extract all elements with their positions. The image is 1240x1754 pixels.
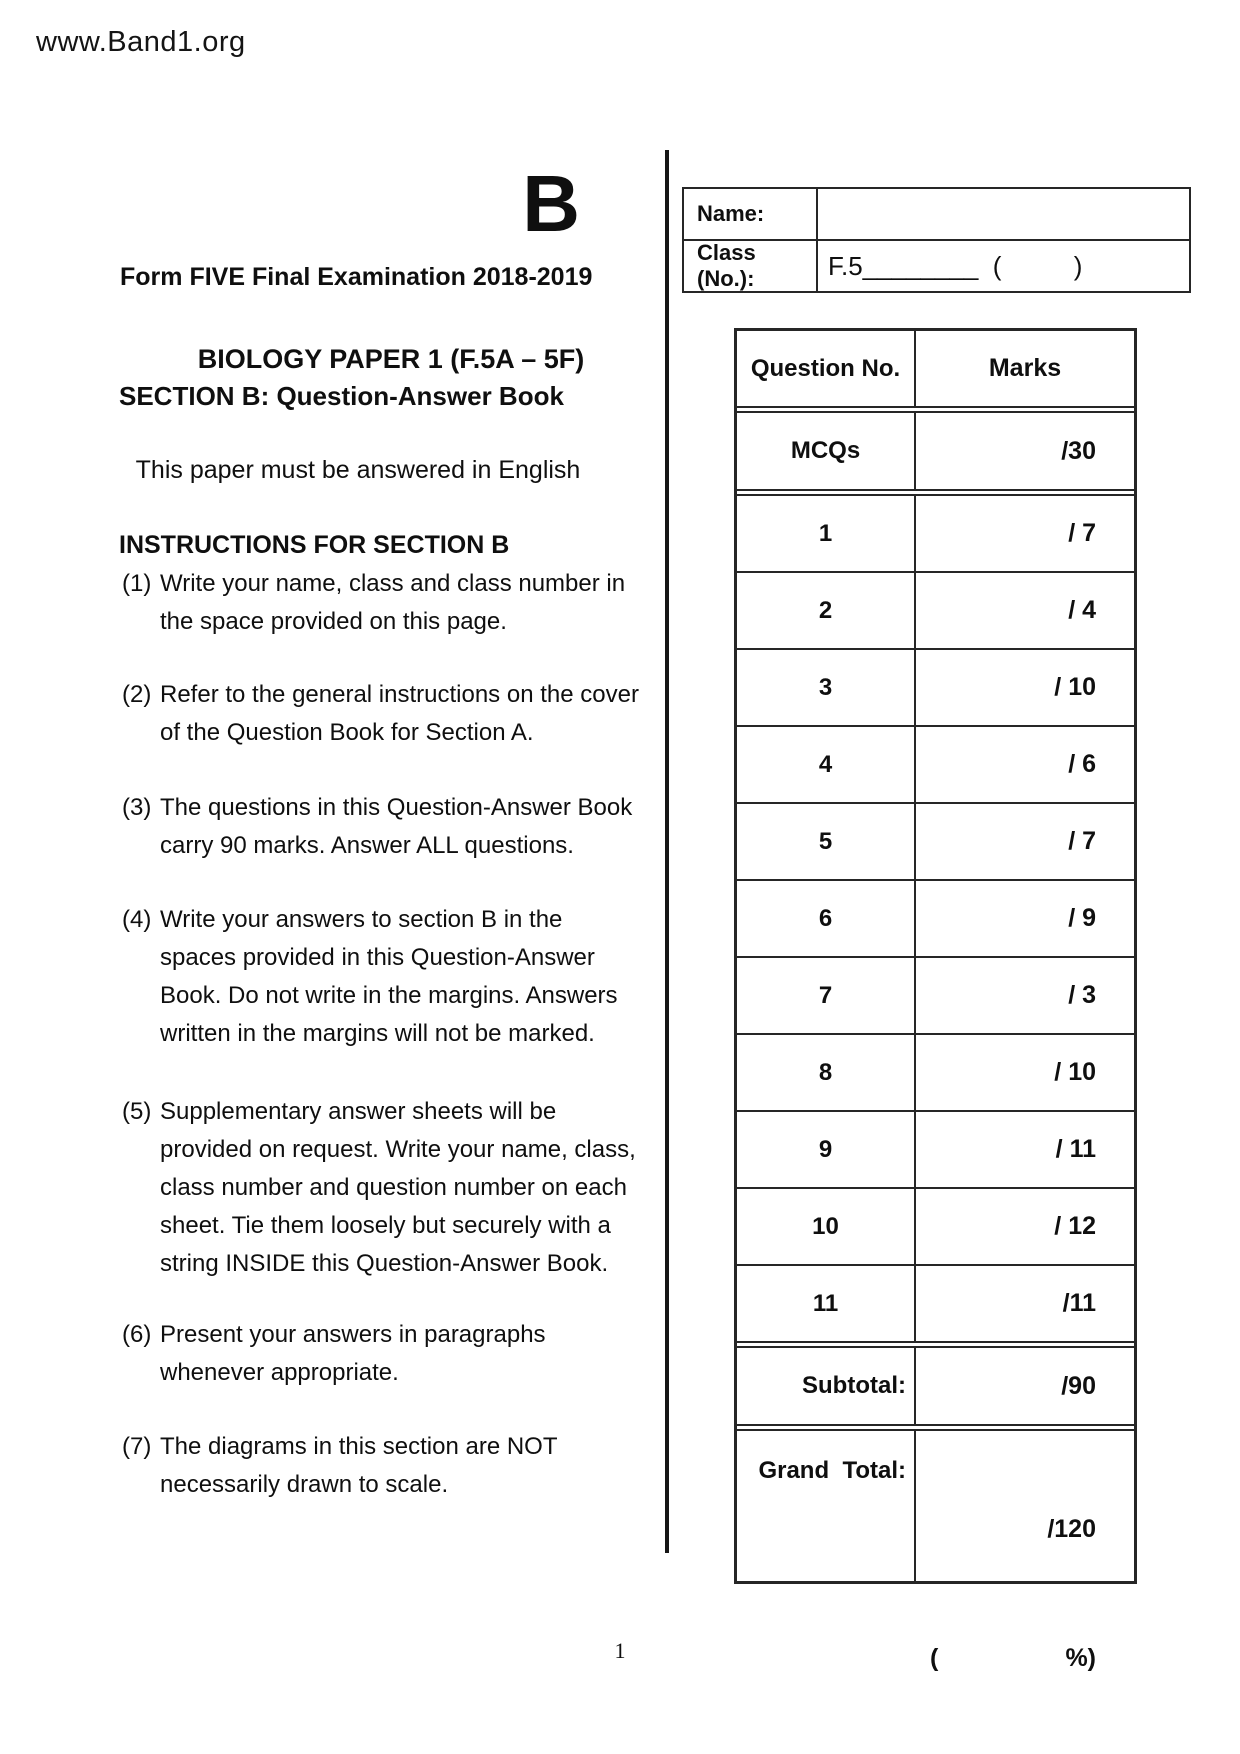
- marks-cell: / 7: [1068, 827, 1096, 855]
- subtotal-marks: /90: [1061, 1371, 1096, 1400]
- table-row: [737, 879, 1134, 956]
- instruction-line: class number and question number on each: [160, 1174, 627, 1201]
- table-row: [737, 571, 1134, 648]
- instruction-item: [122, 901, 660, 1053]
- instruction-line: the space provided on this page.: [160, 608, 507, 635]
- table-row: [737, 1187, 1134, 1264]
- question-cell: 7: [737, 958, 916, 1033]
- instruction-line: Supplementary answer sheets will be: [160, 1098, 557, 1125]
- grand-total-label: Grand Total:: [737, 1431, 916, 1581]
- language-note: This paper must be answered in English: [135, 456, 581, 484]
- instruction-number: (4): [122, 906, 152, 933]
- exam-title: Form FIVE Final Examination 2018-2019: [120, 263, 593, 291]
- instruction-number: (1): [122, 570, 152, 597]
- instruction-item: [122, 1093, 660, 1283]
- instruction-line: string INSIDE this Question-Answer Book.: [160, 1250, 609, 1277]
- marks-cell: / 9: [1068, 904, 1096, 932]
- instruction-number: (5): [122, 1098, 152, 1125]
- class-row: [684, 239, 1189, 291]
- instruction-item: [122, 565, 660, 641]
- marks-cell: / 10: [1054, 673, 1096, 701]
- marks-cell: / 6: [1068, 750, 1096, 778]
- question-no-header: Question No.: [737, 331, 916, 406]
- table-row: [737, 1110, 1134, 1187]
- instruction-line: necessarily drawn to scale.: [160, 1471, 449, 1498]
- question-cell: 1: [737, 496, 916, 571]
- grand-total-marks: /120: [1047, 1515, 1096, 1543]
- version-letter: B: [522, 159, 580, 248]
- question-cell: 9: [737, 1112, 916, 1187]
- marks-cell: / 7: [1068, 519, 1096, 547]
- name-row: [684, 189, 1189, 239]
- marks-cell: / 12: [1054, 1212, 1096, 1240]
- question-cell: 5: [737, 804, 916, 879]
- marks-cell: / 10: [1054, 1058, 1096, 1086]
- section-title: SECTION B: Question-Answer Book: [119, 381, 564, 411]
- vertical-divider-line: [665, 150, 669, 1553]
- instruction-number: (2): [122, 681, 152, 708]
- instruction-line: The questions in this Question-Answer Book: [160, 794, 633, 821]
- table-row: [737, 956, 1134, 1033]
- instruction-line: sheet. Tie them loosely but securely with a: [160, 1212, 611, 1239]
- instruction-line: Write your answers to section B in the: [160, 906, 563, 933]
- marks-table-header-row: [737, 331, 1134, 406]
- percent-open-paren: (: [930, 1644, 939, 1672]
- name-label: Name:: [684, 189, 818, 239]
- instruction-line: of the Question Book for Section A.: [160, 719, 534, 746]
- question-cell: 2: [737, 573, 916, 648]
- name-value: [818, 189, 1189, 239]
- instruction-number: (3): [122, 794, 152, 821]
- table-row: [737, 802, 1134, 879]
- question-cell: 4: [737, 727, 916, 802]
- percent-close: %): [1065, 1644, 1096, 1672]
- instruction-line: Refer to the general instructions on the cover: [160, 681, 639, 708]
- question-cell: MCQs: [737, 413, 916, 489]
- question-cell: 6: [737, 881, 916, 956]
- instruction-line: whenever appropriate.: [160, 1359, 399, 1386]
- instruction-line: spaces provided in this Question-Answer: [160, 944, 595, 971]
- marks-table: [734, 328, 1137, 1672]
- instruction-line: carry 90 marks. Answer ALL questions.: [160, 832, 574, 859]
- instruction-item: [122, 1428, 660, 1504]
- table-row: [737, 648, 1134, 725]
- instruction-item: [122, 1316, 660, 1392]
- instruction-line: written in the margins will not be marked.: [160, 1020, 595, 1047]
- table-row: [737, 1033, 1134, 1110]
- instruction-line: Book. Do not write in the margins. Answers: [160, 982, 618, 1009]
- grand-total-row: [737, 1424, 1134, 1672]
- instruction-line: Present your answers in paragraphs: [160, 1321, 546, 1348]
- table-row: [737, 489, 1134, 571]
- marks-cell: / 11: [1055, 1135, 1096, 1163]
- marks-cell: / 4: [1068, 596, 1096, 624]
- instruction-item: [122, 789, 660, 865]
- table-row: [737, 406, 1134, 489]
- instruction-line: The diagrams in this section are NOT: [160, 1433, 558, 1460]
- instruction-line: provided on request. Write your name, class,: [160, 1136, 636, 1163]
- question-cell: 11: [737, 1266, 916, 1341]
- class-value: F.5________ ( ): [828, 250, 1083, 281]
- marks-cell: /30: [1061, 436, 1096, 465]
- marks-cell: / 3: [1068, 981, 1096, 1009]
- page-number: 1: [614, 1638, 626, 1663]
- instruction-number: (6): [122, 1321, 152, 1348]
- question-cell: 10: [737, 1189, 916, 1264]
- marks-cell: /11: [1062, 1289, 1096, 1317]
- watermark-text: www.Band1.org: [36, 26, 246, 58]
- question-cell: 8: [737, 1035, 916, 1110]
- paper-title: BIOLOGY PAPER 1 (F.5A – 5F): [197, 344, 585, 374]
- student-info-table: [682, 187, 1191, 293]
- table-row: [737, 725, 1134, 802]
- subtotal-row: [737, 1341, 1134, 1424]
- instructions-heading: INSTRUCTIONS FOR SECTION B: [119, 531, 510, 559]
- class-label: Class (No.):: [684, 241, 818, 291]
- subtotal-label: Subtotal:: [737, 1348, 916, 1424]
- instruction-line: Write your name, class and class number in: [160, 570, 626, 597]
- instruction-number: (7): [122, 1433, 152, 1460]
- question-cell: 3: [737, 650, 916, 725]
- grand-total-cell: [916, 1431, 1134, 1672]
- marks-header: Marks: [988, 354, 1062, 382]
- table-row: [737, 1264, 1134, 1341]
- instruction-item: [122, 676, 660, 752]
